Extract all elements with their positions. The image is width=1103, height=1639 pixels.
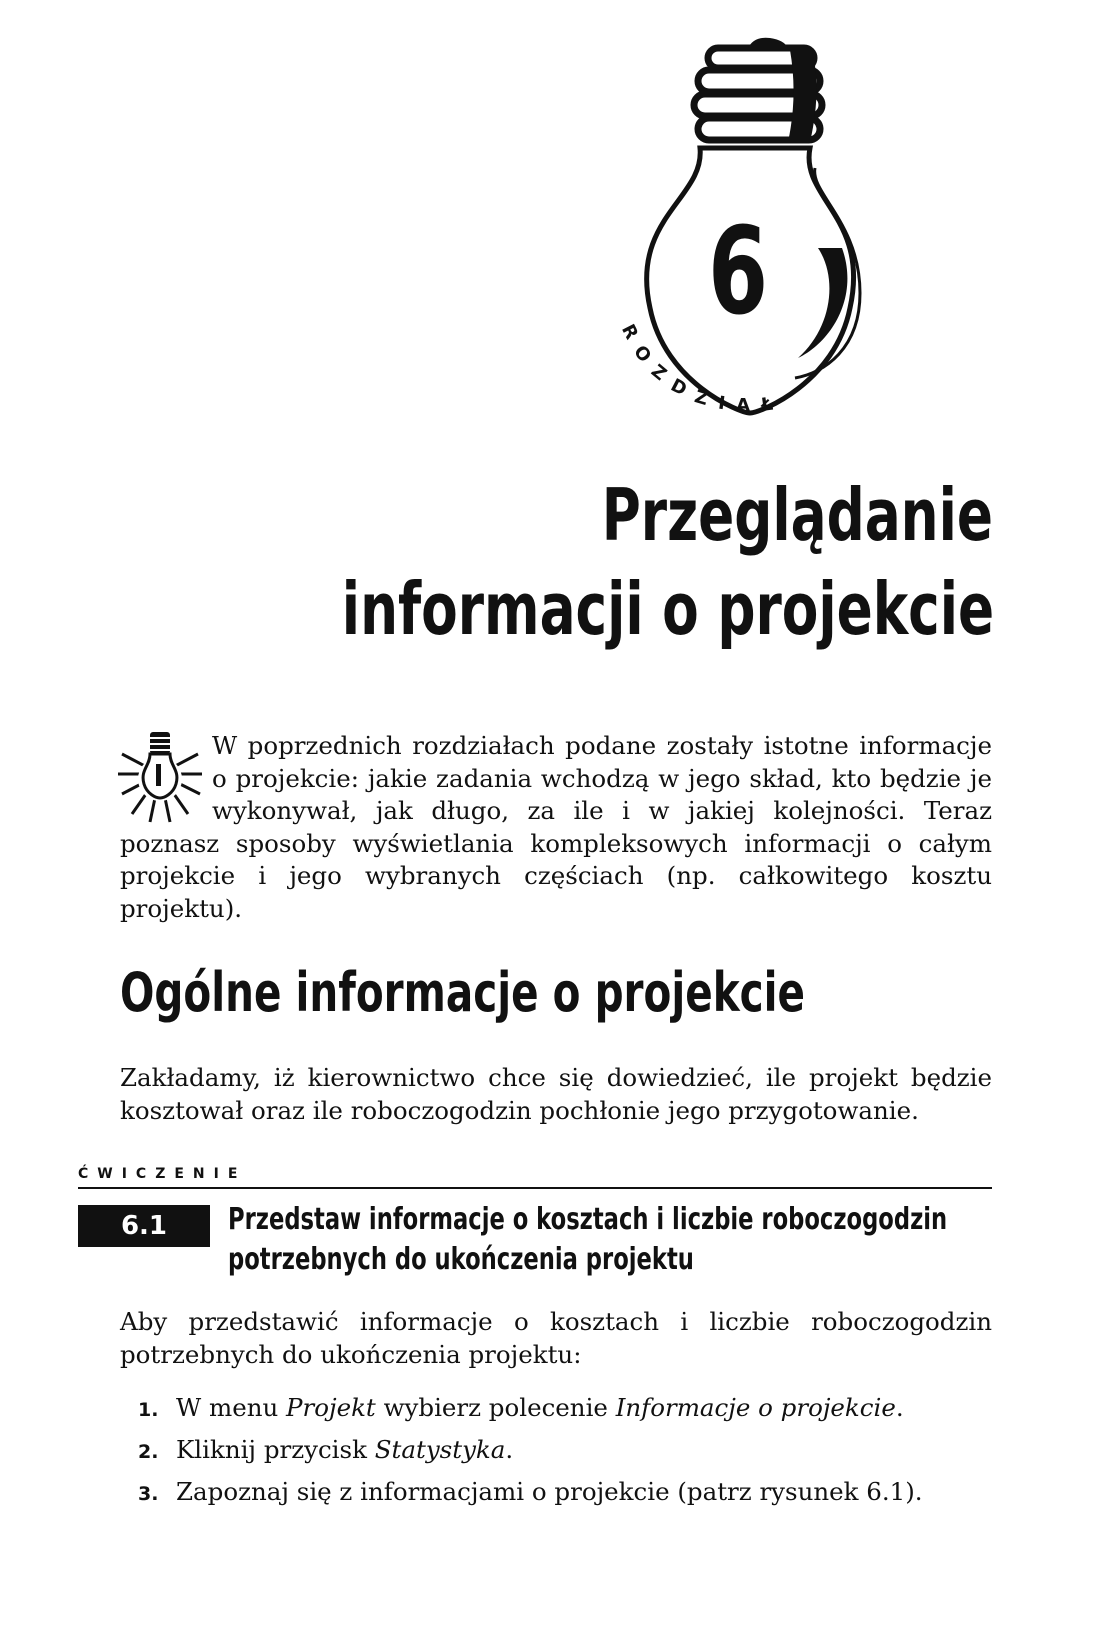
exercise-label: ĆWICZENIE (78, 1166, 247, 1182)
exercise-lead: Aby przedstawić informacje o kosztach i liczbie roboczogodzin potrzebnych do ukończenia projektu: (120, 1307, 992, 1369)
button-name: Statystyka (374, 1435, 506, 1464)
chapter-number: 6 (707, 201, 769, 342)
step-text: Kliknij przycisk (176, 1435, 375, 1464)
chapter-label: ROZDZIAŁ (617, 321, 787, 417)
list-item (120, 1430, 1000, 1472)
list-item (120, 1388, 1000, 1430)
chapter-title-line-2: informacji o projekcie (341, 567, 995, 651)
step-number: 2. (138, 1441, 159, 1463)
chapter-title-line-1: Przeglądanie (601, 473, 993, 557)
intro-text: W poprzednich rozdziałach podane zostały istotne informacje o projekcie: jakie zadania wchodzą w jego skład, kto będzie je wykonywał, jak długo, za ile i w jakiej kolejności. Teraz poznasz sposoby wyświetlania kompleksowych informacji o całym projekcie i jego wybranych częściach (np. całkowitego kosztu projektu). (120, 731, 992, 923)
exercise-title-line-2: potrzebnych do ukończenia projektu (228, 1242, 694, 1277)
step-text: W menu (176, 1393, 287, 1422)
light-bulb-icon (116, 724, 204, 824)
chapter-bulb-emblem (560, 28, 940, 468)
chapter-title (342, 468, 993, 656)
step-text: . (895, 1393, 904, 1422)
menu-name: Projekt (286, 1393, 376, 1422)
step-text: wybierz polecenie (375, 1393, 616, 1422)
step-text: Zapoznaj się z informacjami o projekcie (patrz rysunek 6.1). (176, 1477, 923, 1506)
intro-paragraph (120, 730, 992, 925)
step-number: 1. (138, 1399, 159, 1421)
exercise-rule (78, 1187, 992, 1189)
exercise-title (228, 1200, 998, 1280)
step-number: 3. (138, 1483, 159, 1505)
section-paragraph: Zakładamy, iż kierownictwo chce się dowiedzieć, ile projekt będzie kosztował oraz ile roboczogodzin pochłonie jego przygotowanie. (120, 1063, 992, 1125)
exercise-title-line-1: Przedstaw informacje o kosztach i liczbie roboczogodzin (228, 1202, 948, 1237)
section-heading: Ogólne informacje o projekcie (120, 961, 806, 1024)
exercise-number: 6.1 (78, 1205, 210, 1247)
steps-list (120, 1388, 1000, 1514)
list-item (120, 1472, 1000, 1514)
step-text: . (505, 1435, 514, 1464)
command-name: Informacje o projekcie (615, 1393, 896, 1422)
